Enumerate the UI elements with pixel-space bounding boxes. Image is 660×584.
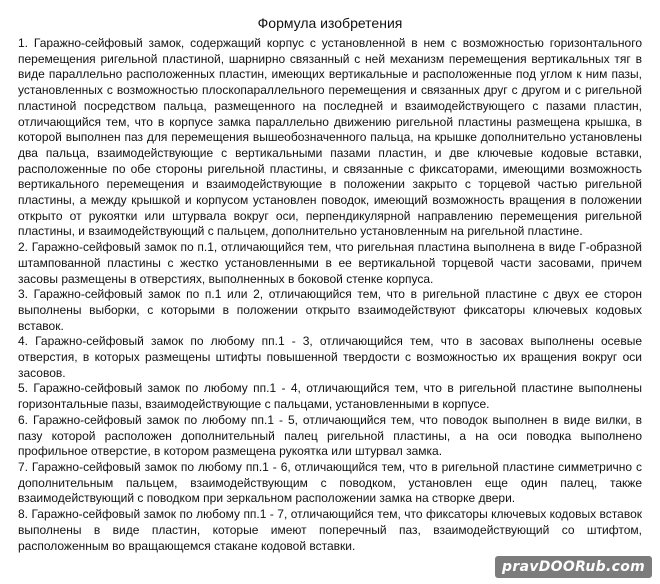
claim-2: 2. Гаражно-сейфовый замок по п.1, отличающийся тем, что ригельная пластина выполнена в виде Г-образной штампованной пластины с жестко установленными в ее вертикальной торцевой части засовами, причем засовы размещены в отверстиях, выполненных в боковой стенке корпуса.: [18, 240, 642, 286]
claim-6: 6. Гаражно-сейфовый замок по любому пп.1 - 5, отличающийся тем, что поводок выполнен в виде вилки, в пазу которой расположен дополнительный палец ригельной пластины, а на оси поводка выполнено профильное отверстие, в котором размещена рукоятка или штурвал замка.: [18, 412, 642, 459]
claim-1: 1. Гаражно-сейфовый замок, содержащий корпус с установленной в нем с возможностью горизонтального перемещения ригельной пластиной, шарнирно связанный с ней механизм перемещения вертикальных тяг в виде параллельно расположенных пластин, имеющих вертикальные и расположенные под углом к ним пазы, установленных с возможностью плоскопараллельного перемещения и связанных друг с другом и с ригельной пластиной посредством пальца, размещенного на последней и взаимодействующего с пазами пластин, отличающийся тем, что в корпусе замка параллельно движению ригельной пластины размещена крышка, в которой выполнен паз для перемещения вышеобозначенного пальца, на крышке дополнительно установлены два пальца, взаимодействующие с вертикальными пазами пластин, и две ключевые кодовые вставки, расположенные по обе стороны ригельной пластины, и связанные с фиксаторами, имеющими возможность вертикального перемещения и взаимодействующие в положении закрыто с торцевой частью ригельной пластины, а между крышкой и корпусом установлен поводок, имеющий возможность вращения в положении открыто от рукоятки или штурвала вокруг оси, перпендикулярной направлению перемещения ригельной пластины, и взаимодействующий с пальцем, дополнительно установленным на ригельной пластине.: [18, 36, 642, 239]
claim-5: 5. Гаражно-сейфовый замок по любому пп.1 - 4, отличающийся тем, что в ригельной пластине выполнены горизонтальные пазы, взаимодействующие с пальцами, установленными в корпусе.: [18, 381, 642, 412]
claim-7: 7. Гаражно-сейфовый замок по любому пп.1 - 6, отличающийся тем, что в ригельной пластине симметрично с дополнительным пальцем, взаимодействующим с поводком, установлен еще один палец, также взаимодействующий с поводком при зеркальном расположении замка на створке двери.: [18, 459, 642, 506]
site-watermark: pravDOORub.com: [495, 556, 652, 578]
claim-3: 3. Гаражно-сейфовый замок по п.1 или 2, отличающийся тем, что в ригельной пластине с двух ее сторон выполнены выборки, с которыми в положении открыто взаимодействуют фиксаторы ключевых кодовых вставок.: [18, 287, 642, 333]
patent-claims-document: [18, 14, 642, 554]
document-title: Формула изобретения: [257, 15, 403, 31]
claim-8: 8. Гаражно-сейфовый замок по любому пп.1 - 7, отличающийся тем, что фиксаторы ключевых кодовых вставок выполнены в виде пластин, которые имеют поперечный паз, взаимодействующий со штифтом, расположенным во вращающемся стакане кодовой вставки.: [18, 507, 642, 553]
claim-4: 4. Гаражно-сейфовый замок по любому пп.1 - 3, отличающийся тем, что в засовах выполнены осевые отверстия, в которых размещены штифты повышенной твердости с возможностью их вращения вокруг оси засовов.: [18, 334, 642, 380]
